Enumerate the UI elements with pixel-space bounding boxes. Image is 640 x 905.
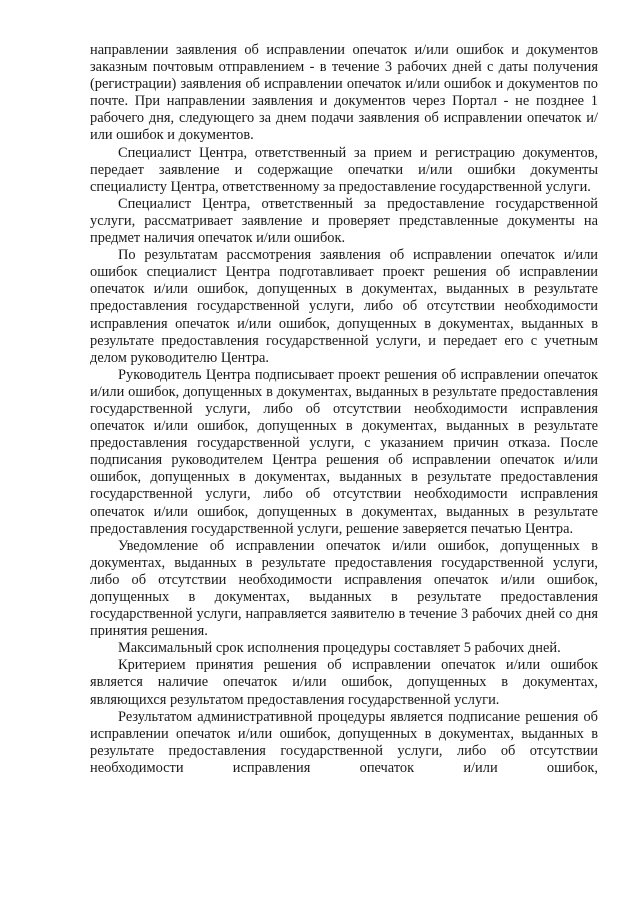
paragraph-head-signs: Руководитель Центра подписывает проект решения об исправлении опечаток и/или ошибок, допущенных в документах, выданных в результате предоставления государственной услуги, либо об отсутствии необходимости исправления опечаток и/или ошибок, допущенных в документах, выданных в результате предоставления государственной услуги, с указанием причин отказа. После подписания руководителем Центра решения об исправлении опечаток и/или ошибок, допущенных в документах, выданных в результате предоставления государственной услуги, либо об отсутствии необходимости исправления опечаток и/или ошибок, допущенных в документах, выданных в результате предоставления государственной услуги, решение заверяется печатью Центра.: [90, 366, 598, 537]
paragraph-draft-decision: По результатам рассмотрения заявления об исправлении опечаток и/или ошибок специалист Центра подготавливает проект решения об исправлении опечаток и/или ошибок, допущенных в документах, выданных в результате предоставления государственной услуги, либо об отсутствии необходимости исправления опечаток и/или ошибок, допущенных в документах, выданных в результате предоставления государственной услуги, и передает его с учетным делом руководителю Центра.: [90, 247, 598, 366]
paragraph-notification: Уведомление об исправлении опечаток и/или ошибок, допущенных в документах, выданных в результате предоставления государственной услуги, либо об отсутствии необходимости исправления опечаток и/или ошибок, допущенных в документах, выданных в результате предоставления государственной услуги, направляется заявителю в течение 3 рабочих дней со дня принятия решения.: [90, 537, 598, 640]
paragraph-max-duration: Максимальный срок исполнения процедуры составляет 5 рабочих дней.: [118, 640, 561, 657]
paragraph-intake-specialist: Специалист Центра, ответственный за прием и регистрацию документов, передает заявление и содержащие опечатки и/или ошибки документы специалисту Центра, ответственному за предоставление государственной услуги.: [90, 144, 598, 195]
paragraph-review-specialist: Специалист Центра, ответственный за предоставление государственной услуги, рассматривает заявление и проверяет представленные документы на предмет наличия опечаток и/или ошибок.: [90, 195, 598, 247]
document-page: [90, 42, 598, 777]
paragraph-continuation: направлении заявления об исправлении опечаток и/или ошибок и документов заказным почтовым отправлением - в течение 3 рабочих дней с даты получения (регистрации) заявления об исправлении опечаток и/или ошибок и документов по почте. При направлении заявления и документов через Портал - не позднее 1 рабочего дня, следующего за днем подачи заявления об исправлении опечаток и/или ошибок и документов.: [90, 42, 598, 144]
paragraph-procedure-result: Результатом административной процедуры является подписание решения об исправлении опечаток и/или ошибок, допущенных в документах, выданных в результате предоставления государственной услуги, либо об отсутствии необходимости исправления опечаток и/или ошибок,: [90, 708, 598, 776]
paragraph-decision-criterion: Критерием принятия решения об исправлении опечаток и/или ошибок является наличие опечаток и/или ошибок, допущенных в документах, являющихся результатом предоставления государственной услуги.: [90, 657, 598, 708]
